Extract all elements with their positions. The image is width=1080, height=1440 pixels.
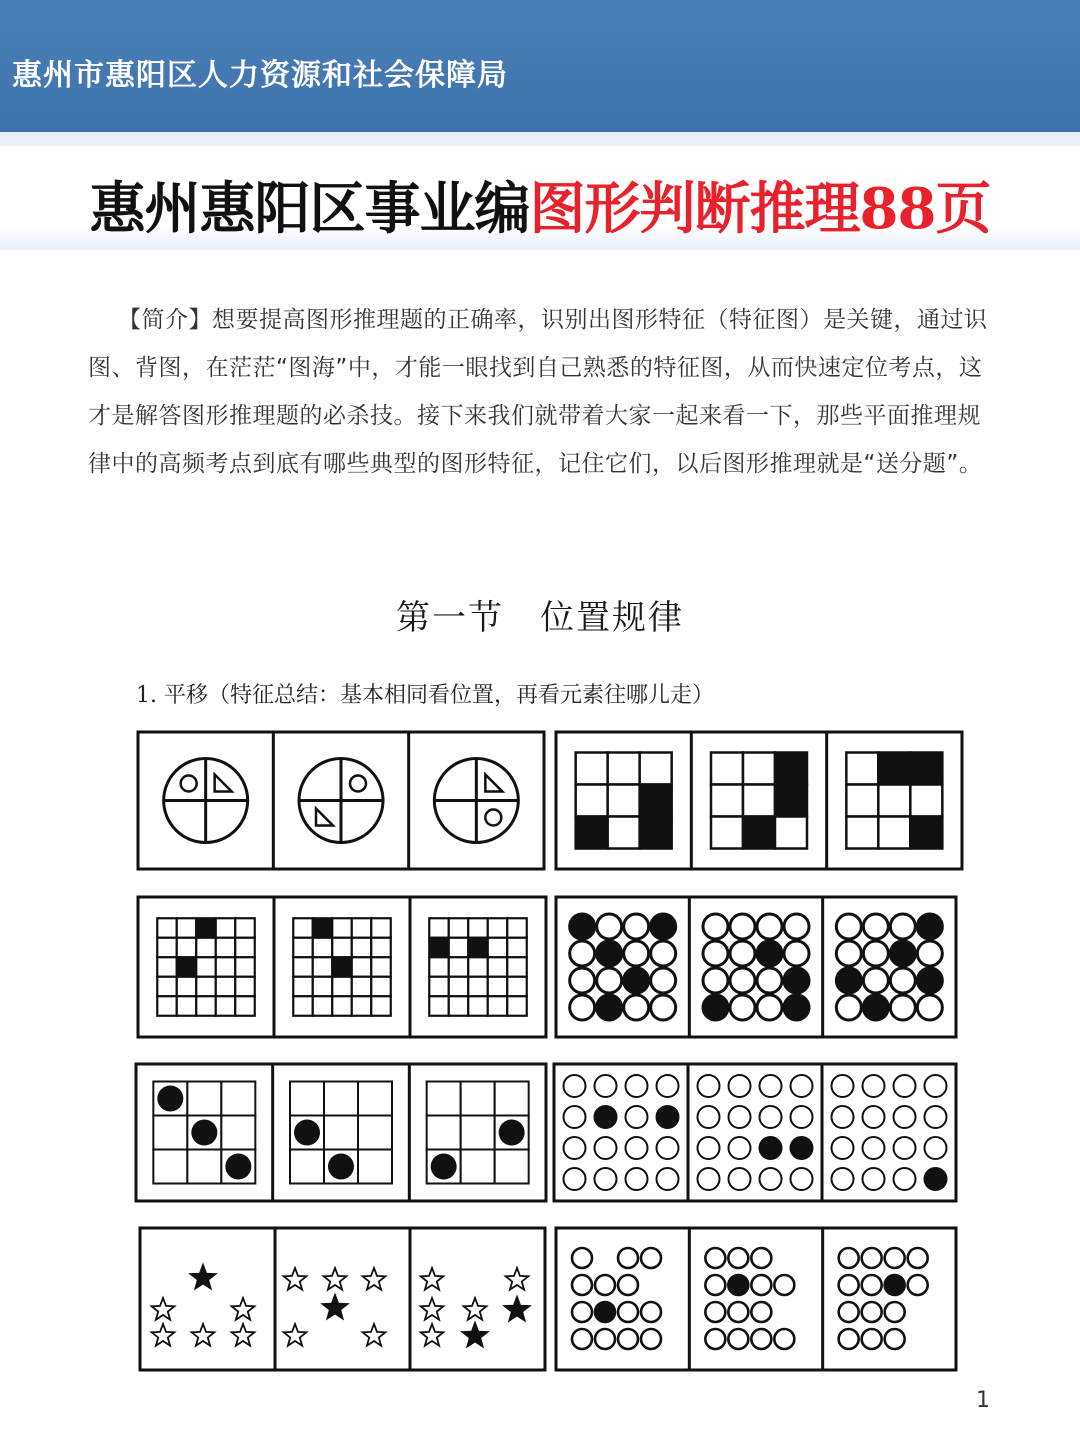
white-circle: [836, 914, 861, 939]
white-cell: [235, 957, 255, 977]
white-circle: [572, 1248, 592, 1268]
white-circle: [572, 1302, 592, 1322]
white-cell: [216, 996, 236, 1016]
black-circle: [624, 968, 649, 993]
white-cell: [235, 938, 255, 958]
black-circle: [784, 968, 809, 993]
black-cell: [910, 753, 942, 785]
white-cell: [429, 996, 449, 1016]
page-number: 1: [976, 1388, 990, 1413]
puzzle-row2-circles4: [556, 897, 956, 1037]
white-cell: [157, 996, 177, 1016]
header-divider-band: [0, 132, 1080, 146]
white-cell: [313, 996, 333, 1016]
white-circle: [657, 1137, 679, 1159]
white-cell: [608, 785, 640, 817]
white-circle: [832, 1075, 854, 1097]
white-cell: [352, 918, 372, 938]
white-cell: [157, 918, 177, 938]
black-cell: [910, 817, 942, 849]
white-cell: [196, 938, 216, 958]
subheading: 1. 平移（特征总结：基本相同看位置，再看元素往哪儿走）: [136, 683, 714, 708]
black-dot: [499, 1120, 525, 1146]
white-circle: [894, 1168, 916, 1190]
white-circle: [570, 968, 595, 993]
white-circle: [894, 1075, 916, 1097]
black-circle: [917, 914, 942, 939]
grid-cell: [427, 1116, 461, 1150]
white-circle: [624, 914, 649, 939]
white-circle: [698, 1137, 720, 1159]
white-cell: [711, 785, 743, 817]
white-circle: [698, 1075, 720, 1097]
grid-cell: [324, 1116, 358, 1150]
white-cell: [846, 753, 878, 785]
white-circle: [657, 1168, 679, 1190]
puzzle-row2-grid5: [138, 897, 546, 1037]
black-circle: [597, 941, 622, 966]
white-cell: [449, 957, 469, 977]
white-circle: [597, 968, 622, 993]
white-circle: [757, 995, 782, 1020]
white-cell: [507, 918, 527, 938]
white-circle: [618, 1248, 638, 1268]
white-circle: [925, 1106, 947, 1128]
grid-cell: [187, 1082, 221, 1116]
white-cell: [846, 785, 878, 817]
white-circle: [862, 1302, 882, 1322]
white-circle: [626, 1075, 648, 1097]
white-circle: [572, 1275, 592, 1295]
white-circle: [839, 1329, 859, 1349]
white-circle: [729, 1106, 751, 1128]
white-circle: [728, 1329, 748, 1349]
grid-cell: [427, 1082, 461, 1116]
white-cell: [468, 996, 488, 1016]
grid-cell: [495, 1150, 529, 1184]
white-circle: [626, 1168, 648, 1190]
white-circle: [595, 1329, 615, 1349]
white-cell: [177, 938, 197, 958]
white-cell: [293, 938, 313, 958]
white-cell: [293, 918, 313, 938]
black-circle: [890, 941, 915, 966]
white-circle: [784, 914, 809, 939]
white-circle: [863, 1106, 885, 1128]
white-circle: [751, 1248, 771, 1268]
title-part-red: 图形判断推理88页: [529, 176, 991, 242]
white-cell: [576, 753, 608, 785]
white-cell: [743, 785, 775, 817]
white-cell: [371, 938, 391, 958]
white-cell: [371, 918, 391, 938]
title-part-black: 惠州惠阳区事业编: [89, 176, 530, 242]
grid-cell: [461, 1116, 495, 1150]
puzzle-row3-dots: [136, 1064, 546, 1201]
organization-name: 惠州市惠阳区人力资源和社会保障局: [12, 58, 508, 93]
black-dot: [328, 1154, 354, 1180]
white-cell: [449, 977, 469, 997]
black-circle: [863, 995, 888, 1020]
white-cell: [608, 817, 640, 849]
white-circle: [703, 941, 728, 966]
white-circle: [728, 1248, 748, 1268]
black-cell: [313, 918, 333, 938]
white-circle: [839, 1275, 859, 1295]
black-circle: [728, 1275, 748, 1295]
black-circle: [657, 1106, 679, 1128]
white-cell: [293, 977, 313, 997]
black-cell: [640, 785, 672, 817]
header-banner: [0, 0, 1080, 132]
white-cell: [711, 817, 743, 849]
white-circle: [595, 1168, 617, 1190]
white-circle: [885, 1248, 905, 1268]
black-circle: [570, 914, 595, 939]
white-cell: [216, 938, 236, 958]
white-circle: [894, 1106, 916, 1128]
white-circle: [774, 1275, 794, 1295]
white-cell: [196, 977, 216, 997]
white-cell: [878, 785, 910, 817]
white-circle: [863, 941, 888, 966]
white-circle: [791, 1168, 813, 1190]
white-circle: [595, 1075, 617, 1097]
white-cell: [576, 785, 608, 817]
black-cell: [429, 938, 449, 958]
white-circle: [839, 1302, 859, 1322]
white-circle: [729, 1168, 751, 1190]
white-circle: [626, 1137, 648, 1159]
white-cell: [507, 996, 527, 1016]
white-circle: [890, 914, 915, 939]
white-cell: [429, 957, 449, 977]
white-cell: [293, 996, 313, 1016]
grid-cell: [290, 1150, 324, 1184]
white-cell: [846, 817, 878, 849]
white-cell: [196, 996, 216, 1016]
white-cell: [449, 996, 469, 1016]
grid-cell: [187, 1150, 221, 1184]
white-circle: [703, 914, 728, 939]
black-circle: [595, 1302, 615, 1322]
black-circle: [885, 1275, 905, 1295]
white-cell: [371, 977, 391, 997]
white-circle: [832, 1168, 854, 1190]
white-cell: [235, 996, 255, 1016]
black-circle: [651, 914, 676, 939]
puzzle-row4-ring-rows: [556, 1228, 956, 1370]
white-circle: [863, 1137, 885, 1159]
white-circle: [863, 1168, 885, 1190]
white-circle: [624, 941, 649, 966]
white-circle: [730, 941, 755, 966]
black-cell: [332, 957, 352, 977]
black-cell: [576, 817, 608, 849]
white-circle: [774, 1329, 794, 1349]
white-circle: [791, 1106, 813, 1128]
white-cell: [488, 918, 508, 938]
white-circle: [698, 1106, 720, 1128]
grid-cell: [495, 1082, 529, 1116]
white-cell: [507, 938, 527, 958]
white-circle: [730, 995, 755, 1020]
white-circle: [705, 1302, 725, 1322]
white-cell: [449, 938, 469, 958]
white-cell: [216, 957, 236, 977]
white-circle: [832, 1106, 854, 1128]
white-circle: [751, 1275, 771, 1295]
white-circle: [760, 1106, 782, 1128]
white-cell: [429, 918, 449, 938]
white-circle: [618, 1275, 638, 1295]
white-circle: [862, 1329, 882, 1349]
title-block: [0, 168, 1080, 250]
grid-cell: [461, 1082, 495, 1116]
white-circle: [651, 968, 676, 993]
white-circle: [657, 1075, 679, 1097]
black-cell: [640, 817, 672, 849]
white-circle: [760, 1075, 782, 1097]
white-circle: [595, 1275, 615, 1295]
white-circle: [705, 1275, 725, 1295]
black-circle: [760, 1137, 782, 1159]
white-circle: [730, 914, 755, 939]
white-circle: [890, 968, 915, 993]
white-circle: [729, 1075, 751, 1097]
black-dot: [157, 1086, 183, 1112]
white-circle: [729, 1137, 751, 1159]
black-circle: [757, 941, 782, 966]
white-circle: [728, 1302, 748, 1322]
white-cell: [157, 957, 177, 977]
white-cell: [775, 817, 807, 849]
puzzle-row3-circle-grid: [554, 1064, 956, 1201]
white-circle: [885, 1329, 905, 1349]
white-circle: [894, 1137, 916, 1159]
black-cell: [878, 753, 910, 785]
puzzle-row1-grid3: [556, 732, 962, 869]
white-circle: [705, 1248, 725, 1268]
white-cell: [743, 753, 775, 785]
white-circle: [863, 914, 888, 939]
white-cell: [332, 977, 352, 997]
white-cell: [488, 938, 508, 958]
black-circle: [595, 1106, 617, 1128]
white-circle: [570, 941, 595, 966]
white-cell: [608, 753, 640, 785]
black-cell: [775, 753, 807, 785]
black-dot: [191, 1120, 217, 1146]
white-cell: [371, 996, 391, 1016]
white-circle: [641, 1302, 661, 1322]
document-title: [90, 176, 991, 242]
white-circle: [641, 1248, 661, 1268]
white-cell: [640, 753, 672, 785]
white-cell: [293, 957, 313, 977]
grid-cell: [153, 1150, 187, 1184]
white-circle: [751, 1302, 771, 1322]
white-cell: [216, 977, 236, 997]
section-title: 第一节 位置规律: [396, 598, 684, 638]
white-cell: [507, 957, 527, 977]
grid-cell: [153, 1116, 187, 1150]
grid-cell: [461, 1150, 495, 1184]
white-circle: [908, 1275, 928, 1295]
white-circle: [863, 1075, 885, 1097]
white-circle: [618, 1329, 638, 1349]
black-cell: [775, 785, 807, 817]
white-circle: [908, 1248, 928, 1268]
white-circle: [832, 1137, 854, 1159]
white-circle: [618, 1302, 638, 1322]
white-cell: [332, 996, 352, 1016]
white-circle: [730, 968, 755, 993]
white-circle: [917, 941, 942, 966]
white-circle: [917, 995, 942, 1020]
grid-cell: [221, 1082, 255, 1116]
white-circle: [890, 995, 915, 1020]
white-circle: [836, 941, 861, 966]
white-cell: [332, 938, 352, 958]
white-circle: [597, 914, 622, 939]
white-circle: [624, 995, 649, 1020]
white-circle: [564, 1137, 586, 1159]
white-circle: [626, 1106, 648, 1128]
white-circle: [651, 941, 676, 966]
black-cell: [177, 957, 197, 977]
white-cell: [177, 996, 197, 1016]
grid-cell: [358, 1082, 392, 1116]
white-cell: [332, 918, 352, 938]
black-circle: [925, 1168, 947, 1190]
white-cell: [488, 996, 508, 1016]
white-cell: [468, 957, 488, 977]
grid-cell: [324, 1082, 358, 1116]
white-cell: [196, 957, 216, 977]
black-circle: [597, 995, 622, 1020]
white-circle: [705, 1329, 725, 1349]
white-cell: [910, 785, 942, 817]
puzzle-row1-circles: [138, 732, 544, 869]
grid-cell: [358, 1116, 392, 1150]
white-cell: [313, 938, 333, 958]
white-circle: [564, 1106, 586, 1128]
white-circle: [595, 1137, 617, 1159]
black-cell: [196, 918, 216, 938]
white-circle: [862, 1248, 882, 1268]
black-circle: [836, 968, 861, 993]
white-circle: [784, 941, 809, 966]
black-circle: [791, 1137, 813, 1159]
white-cell: [352, 996, 372, 1016]
white-cell: [878, 817, 910, 849]
white-cell: [313, 977, 333, 997]
black-circle: [784, 995, 809, 1020]
white-circle: [572, 1329, 592, 1349]
white-cell: [507, 977, 527, 997]
white-cell: [352, 957, 372, 977]
white-circle: [751, 1329, 771, 1349]
white-circle: [564, 1075, 586, 1097]
white-cell: [313, 957, 333, 977]
white-cell: [157, 977, 177, 997]
white-cell: [177, 977, 197, 997]
white-cell: [157, 938, 177, 958]
grid-cell: [221, 1116, 255, 1150]
white-circle: [641, 1329, 661, 1349]
white-circle: [757, 968, 782, 993]
white-circle: [863, 968, 888, 993]
white-cell: [235, 918, 255, 938]
white-circle: [885, 1302, 905, 1322]
white-circle: [698, 1168, 720, 1190]
white-cell: [352, 977, 372, 997]
white-cell: [468, 918, 488, 938]
white-cell: [488, 957, 508, 977]
stars-puzzle-frame: [140, 1228, 545, 1370]
white-circle: [564, 1168, 586, 1190]
grid-cell: [358, 1150, 392, 1184]
white-circle: [925, 1137, 947, 1159]
white-circle: [836, 995, 861, 1020]
white-circle: [925, 1075, 947, 1097]
white-circle: [651, 995, 676, 1020]
black-cell: [743, 817, 775, 849]
black-cell: [468, 938, 488, 958]
white-cell: [488, 977, 508, 997]
black-dot: [431, 1154, 457, 1180]
white-circle: [862, 1275, 882, 1295]
white-cell: [429, 977, 449, 997]
white-cell: [177, 918, 197, 938]
white-circle: [570, 995, 595, 1020]
black-dot: [294, 1120, 320, 1146]
black-dot: [225, 1154, 251, 1180]
puzzle-row4-stars: [140, 1228, 545, 1370]
white-cell: [711, 753, 743, 785]
white-cell: [371, 957, 391, 977]
puzzle-figures: [0, 720, 1080, 1380]
white-circle: [757, 914, 782, 939]
black-circle: [703, 995, 728, 1020]
white-circle: [791, 1075, 813, 1097]
white-cell: [235, 977, 255, 997]
white-circle: [839, 1248, 859, 1268]
white-circle: [703, 968, 728, 993]
white-cell: [449, 918, 469, 938]
white-cell: [468, 977, 488, 997]
grid-cell: [290, 1082, 324, 1116]
black-circle: [917, 968, 942, 993]
intro-paragraph: 【简介】想要提高图形推理题的正确率，识别出图形特征（特征图）是关键，通过识图、背图，在茫茫“图海”中，才能一眼找到自己熟悉的特征图，从而快速定位考点，这才是解答图形推理题的必杀技。接下来我们就带着大家一起来看一下，那些平面推理规律中的高频考点到底有哪些典型的图形特征，记住它们，以后图形推理就是“送分题”。: [88, 307, 988, 477]
white-cell: [216, 918, 236, 938]
white-cell: [352, 938, 372, 958]
white-circle: [760, 1168, 782, 1190]
